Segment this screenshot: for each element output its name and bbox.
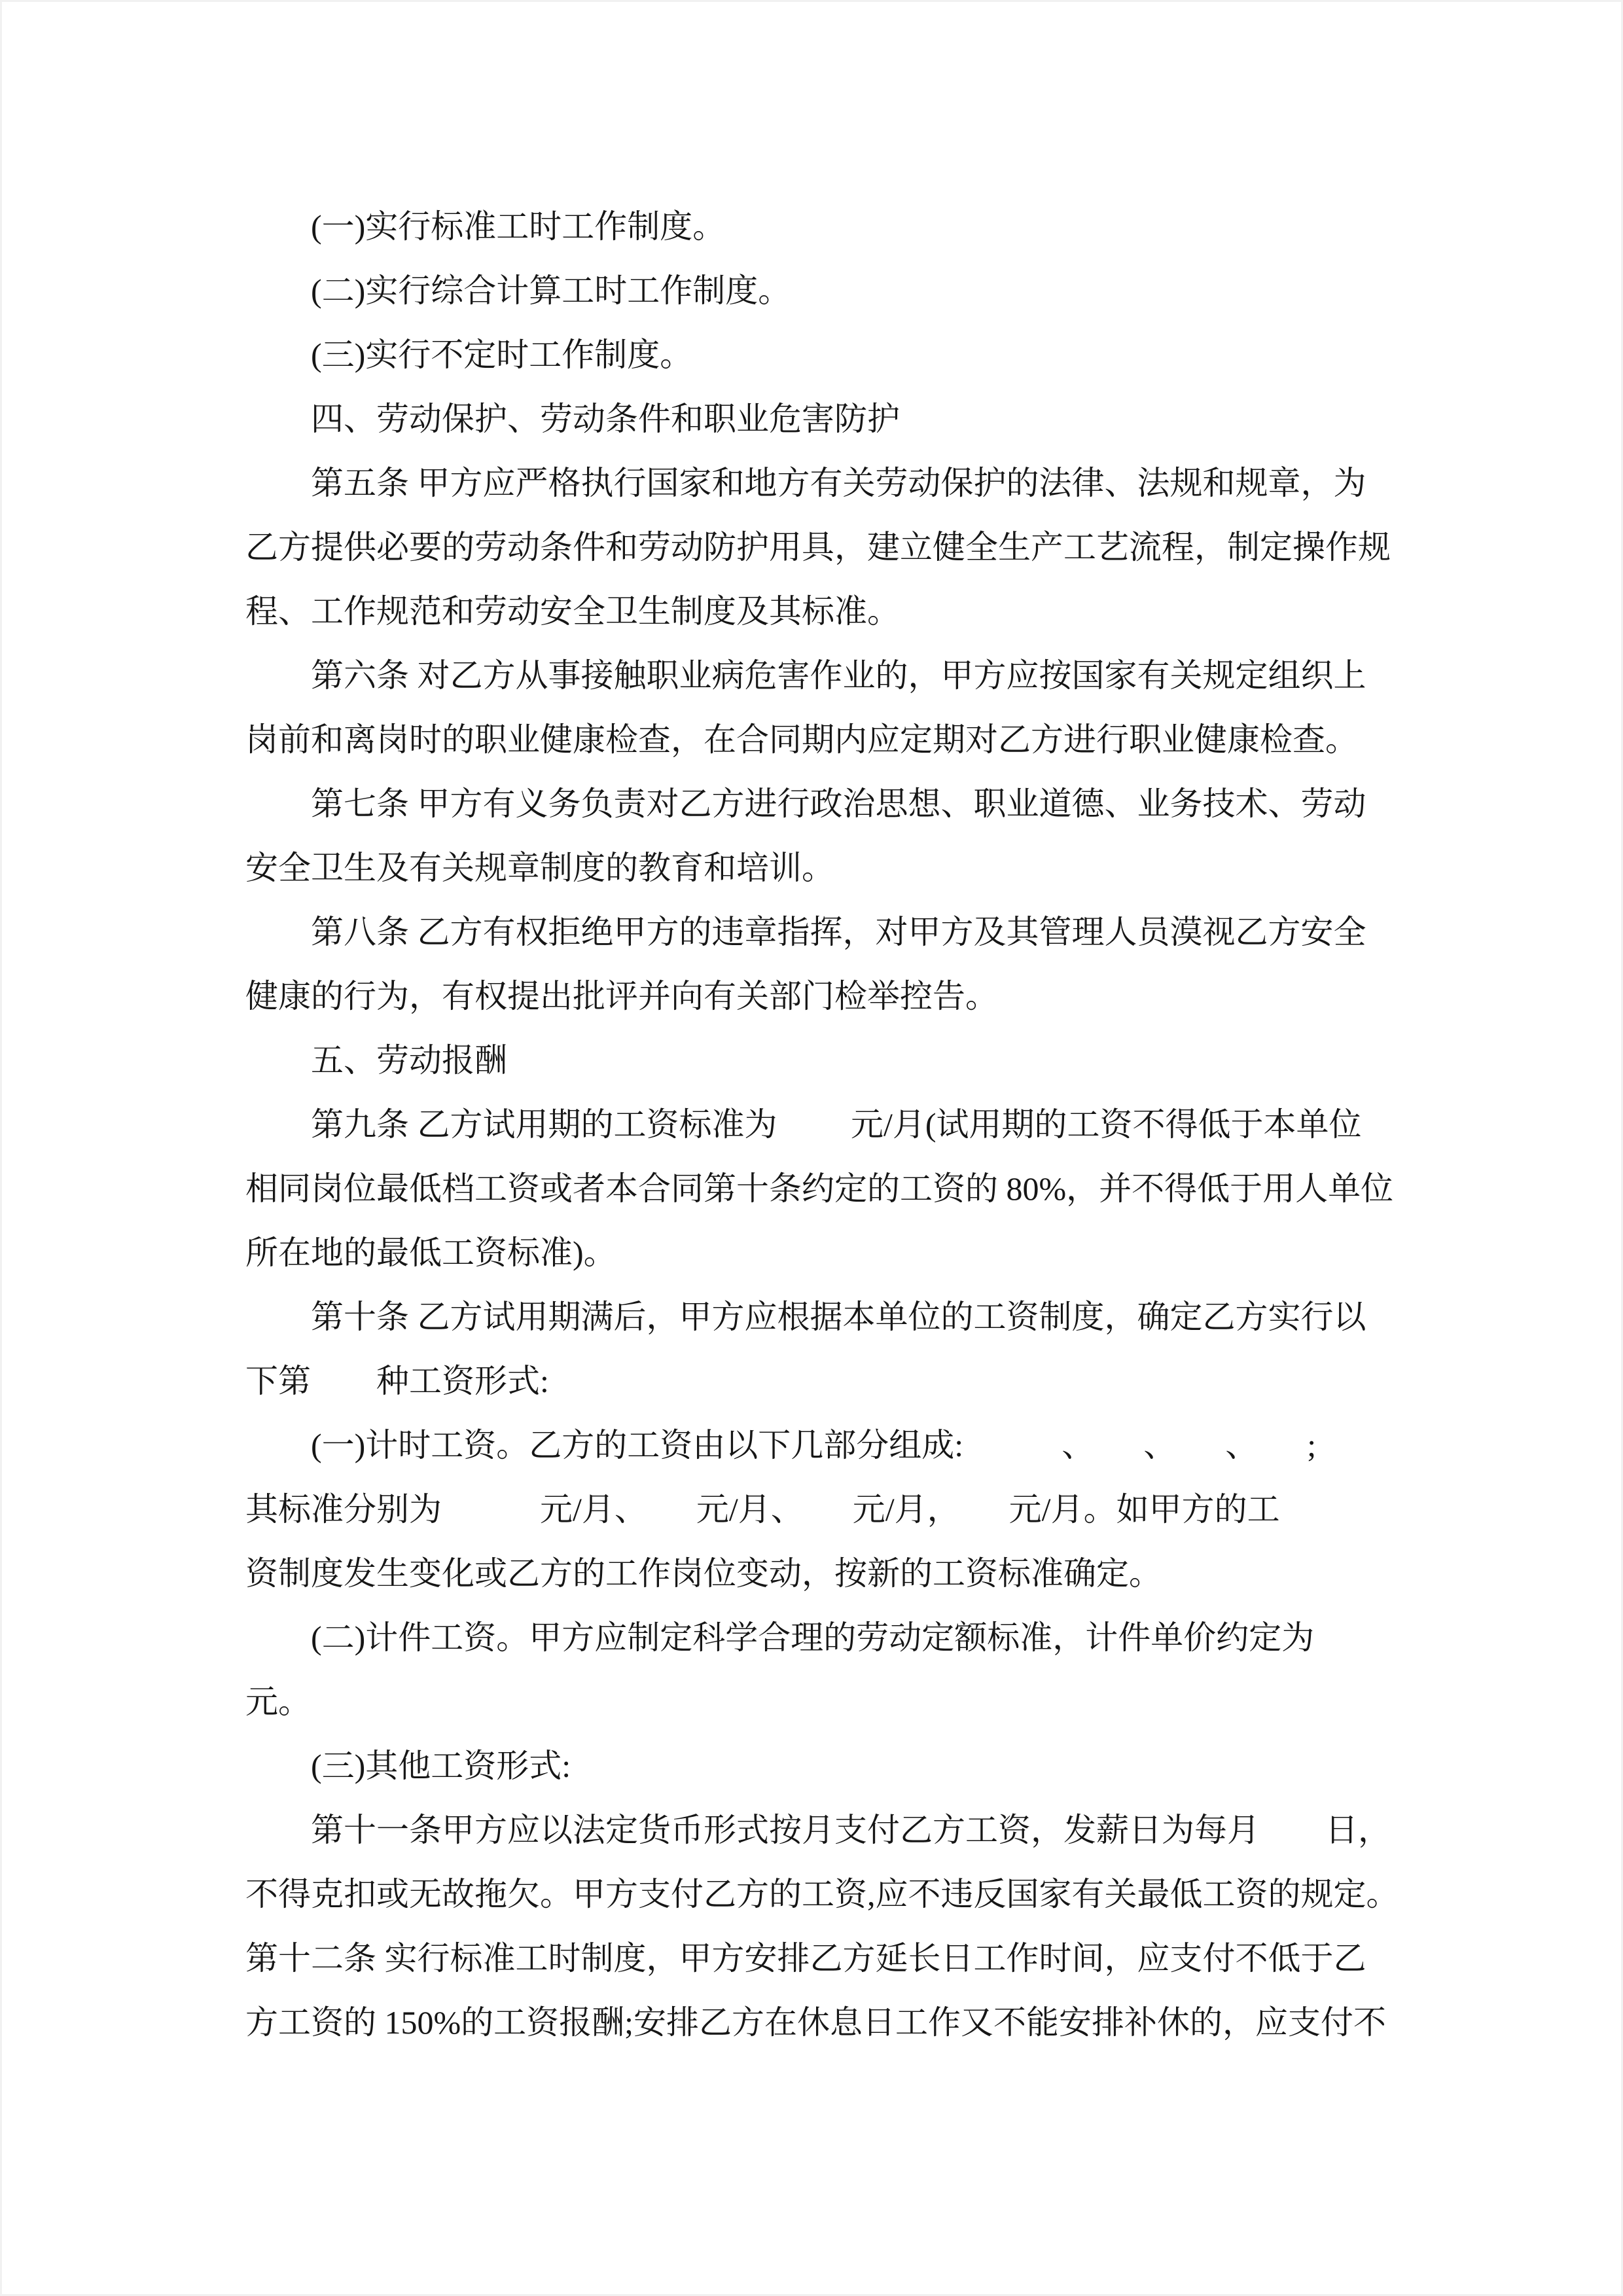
text-line: 岗前和离岗时的职业健康检查，在合同期内应定期对乙方进行职业健康检查。: [245, 721, 1358, 758]
text-line: (三)实行不定时工作制度。: [245, 336, 693, 373]
text-line: 第七条 甲方有义务负责对乙方进行政治思想、职业道德、业务技术、劳动: [245, 785, 1366, 822]
text-line: 相同岗位最低档工资或者本合同第十条约定的工资的 80%，并不得低于用人单位: [245, 1170, 1394, 1207]
text-line: 下第 种工资形式:: [245, 1363, 549, 1399]
text-line: 所在地的最低工资标准)。: [245, 1234, 616, 1271]
text-line: 第六条 对乙方从事接触职业病危害作业的，甲方应按国家有关规定组织上: [245, 657, 1366, 694]
text-line: 程、工作规范和劳动安全卫生制度及其标准。: [245, 593, 900, 630]
text-line: 第九条 乙方试用期的工资标准为 元/月(试用期的工资不得低于本单位: [245, 1106, 1362, 1143]
text-line: (三)其他工资形式:: [245, 1748, 571, 1784]
text-line: 第十条 乙方试用期满后，甲方应根据本单位的工资制度，确定乙方实行以: [245, 1299, 1366, 1335]
text-line: 方工资的 150%的工资报酬;安排乙方在休息日工作又不能安排补休的，应支付不: [245, 2004, 1387, 2041]
text-line: (一)实行标准工时工作制度。: [245, 208, 726, 245]
text-line: 乙方提供必要的劳动条件和劳动防护用具，建立健全生产工艺流程，制定操作规: [245, 529, 1391, 565]
text-line: 健康的行为，有权提出批评并向有关部门检举控告。: [245, 978, 998, 1014]
text-line: 第十一条甲方应以法定货币形式按月支付乙方工资，发薪日为每月 日，: [245, 1812, 1391, 1848]
text-line: 四、劳动保护、劳动条件和职业危害防护: [245, 401, 900, 437]
text-line: 第五条 甲方应严格执行国家和地方有关劳动保护的法律、法规和规章，为: [245, 465, 1366, 501]
document-body: [245, 194, 1397, 2054]
text-line: 元。: [245, 1683, 311, 1720]
text-line: 其标准分别为 元/月、 元/月、 元/月， 元/月。如甲方的工: [245, 1491, 1280, 1528]
text-line: 资制度发生变化或乙方的工作岗位变动，按新的工资标准确定。: [245, 1555, 1162, 1592]
text-line: (二)计件工资。甲方应制定科学合理的劳动定额标准，计件单价约定为: [245, 1619, 1315, 1656]
text-line: (一)计时工资。乙方的工资由以下几部分组成: 、 、 、 ;: [245, 1427, 1317, 1463]
text-line: 第八条 乙方有权拒绝甲方的违章指挥，对甲方及其管理人员漠视乙方安全: [245, 914, 1366, 950]
text-line: (二)实行综合计算工时工作制度。: [245, 272, 791, 309]
text-line: 不得克扣或无故拖欠。甲方支付乙方的工资,应不违反国家有关最低工资的规定。: [245, 1876, 1399, 1912]
text-line: 第十二条 实行标准工时制度，甲方安排乙方延长日工作时间，应支付不低于乙: [245, 1940, 1366, 1977]
text-line: 安全卫生及有关规章制度的教育和培训。: [245, 850, 834, 886]
text-line: 五、劳动报酬: [245, 1042, 507, 1079]
